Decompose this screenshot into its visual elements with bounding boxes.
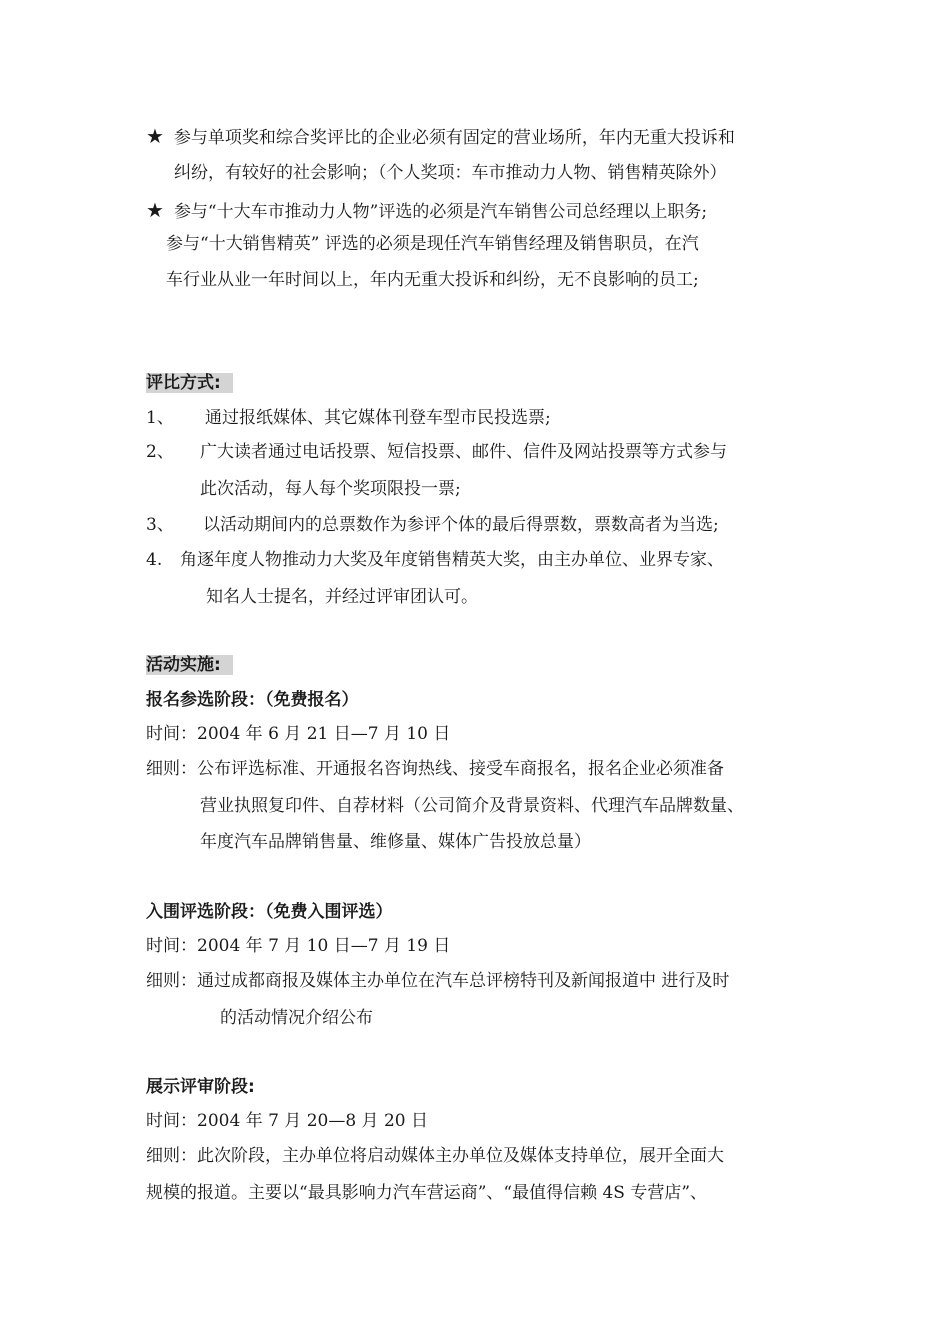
method-item-3-number: 3、 <box>146 515 174 535</box>
method-item-4-number: 4. <box>146 550 163 570</box>
eligibility-item-1 <box>146 126 735 147</box>
eligibility-item-1-line-1: 参与单项奖和综合奖评比的企业必须有固定的营业场所，年内无重大投诉和 <box>173 128 735 148</box>
stage-2-time: 时间：2004 年 7 月 10 日—7 月 19 日 <box>146 936 451 956</box>
eligibility-item-2-line-3: 车行业从业一年时间以上，年内无重大投诉和纠纷，无不良影响的员工; <box>166 270 699 290</box>
method-item-2-continuation: 此次活动，每人每个奖项限投一票; <box>200 479 461 499</box>
implementation-heading: 活动实施: <box>146 657 233 674</box>
method-item-4-continuation: 知名人士提名，并经过评审团认可。 <box>206 587 478 607</box>
stage-1-detail-line-3: 年度汽车品牌销售量、维修量、媒体广告投放总量） <box>200 832 591 852</box>
stage-3-detail-line-1: 细则：此次阶段，主办单位将启动媒体主办单位及媒体支持单位，展开全面大 <box>146 1146 724 1166</box>
stage-2-title: 入围评选阶段：（免费入围评选） <box>146 902 393 922</box>
stage-1-time: 时间：2004 年 6 月 21 日—7 月 10 日 <box>146 724 451 744</box>
method-item-1-number: 1、 <box>146 408 174 428</box>
method-item-2-number: 2、 <box>146 442 174 462</box>
method-item-2-text: 广大读者通过电话投票、短信投票、邮件、信件及网站投票等方式参与 <box>200 442 727 462</box>
stage-1-detail-line-2: 营业执照复印件、自荐材料（公司简介及背景资料、代理汽车品牌数量、 <box>200 796 744 816</box>
method-item-3-text: 以活动期间内的总票数作为参评个体的最后得票数，票数高者为当选; <box>203 515 719 535</box>
method-item-4-text: 角逐年度人物推动力大奖及年度销售精英大奖，由主办单位、业界专家、 <box>180 550 724 570</box>
eligibility-item-2 <box>146 200 707 221</box>
stage-3-title: 展示评审阶段: <box>146 1077 255 1097</box>
stage-1-detail-line-1: 细则：公布评选标准、开通报名咨询热线、接受车商报名，报名企业必须准备 <box>146 759 724 779</box>
stage-1-title: 报名参选阶段：（免费报名） <box>146 690 359 710</box>
eligibility-item-1-line-2: 纠纷，有较好的社会影响；（个人奖项：车市推动力人物、销售精英除外） <box>174 163 727 183</box>
eligibility-item-2-line-1: 参与“十大车市推动力人物”评选的必须是汽车销售公司总经理以上职务; <box>173 202 708 222</box>
method-heading: 评比方式: <box>146 375 233 392</box>
star-bullet-icon: ★ <box>146 124 164 148</box>
stage-2-detail-line-2: 的活动情况介绍公布 <box>220 1008 373 1028</box>
stage-3-detail-line-2: 规模的报道。主要以“最具影响力汽车营运商”、“最值得信赖 4S 专营店”、 <box>146 1183 708 1203</box>
star-bullet-icon: ★ <box>146 198 164 222</box>
stage-3-time: 时间：2004 年 7 月 20—8 月 20 日 <box>146 1111 428 1131</box>
method-item-1-text: 通过报纸媒体、其它媒体刊登车型市民投选票; <box>205 408 551 428</box>
stage-2-detail-line-1: 细则：通过成都商报及媒体主办单位在汽车总评榜特刊及新闻报道中 进行及时 <box>146 971 730 991</box>
eligibility-item-2-line-2: 参与“十大销售精英” 评选的必须是现任汽车销售经理及销售职员，在汽 <box>166 234 699 254</box>
